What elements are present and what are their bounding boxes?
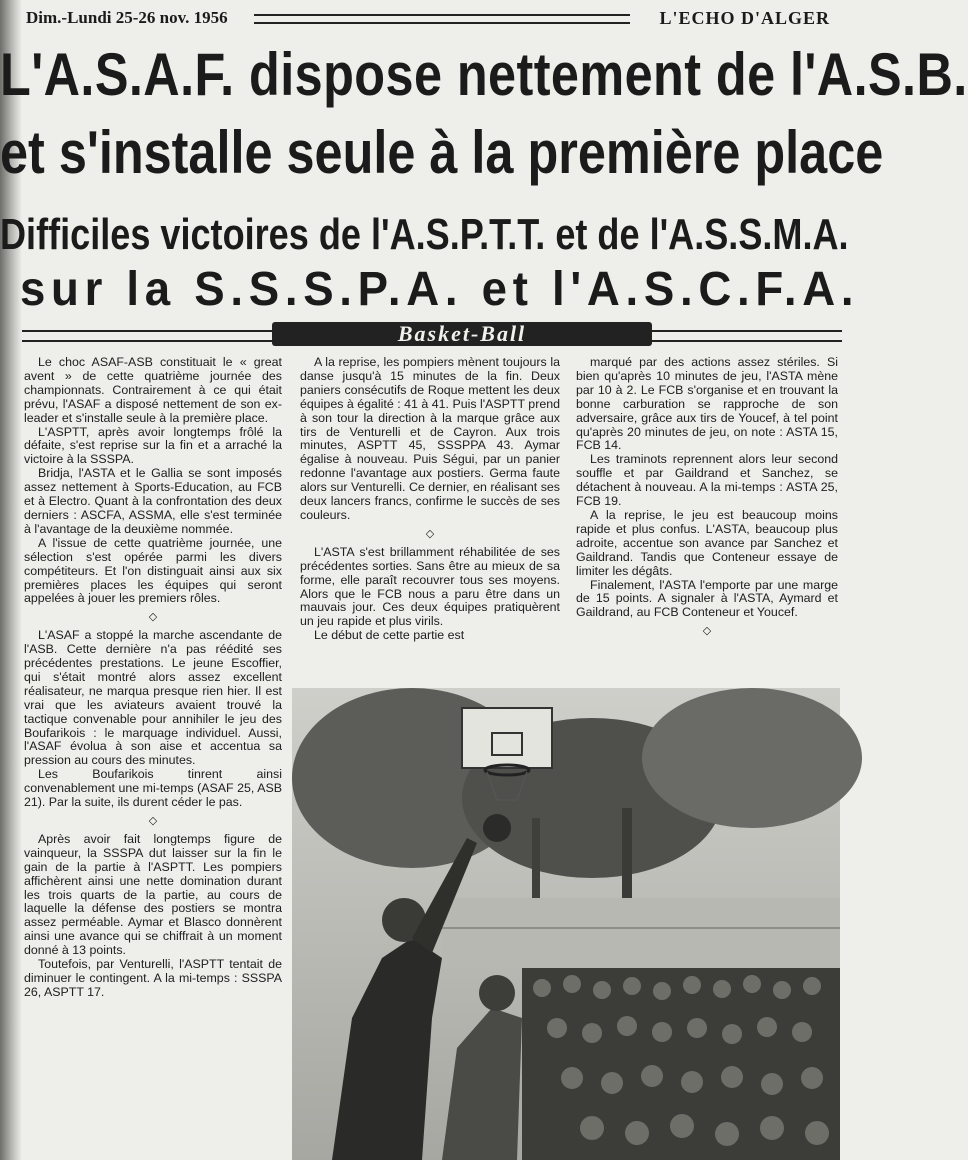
photo-illustration	[292, 688, 840, 1160]
separator-diamond-icon: ◇	[702, 625, 712, 638]
article-column-2	[300, 356, 560, 686]
article-column-3	[576, 356, 838, 686]
paragraph: A l'issue de cette quatrième journée, une sélection s'est opérée parmi les divers compétiteurs. Et l'on distinguait ainsi aux six premières places les équipes qui seront appelées à jouer les premiers rôles.	[24, 535, 282, 606]
paragraph: L'ASTA s'est brillamment réhabilitée de ses précédentes sorties. Sans être au mieux de sa forme, elle paraît recouvrer tous ses moyens. Alors que le FCB nous a paru être dans un mauvais jour. Ces deux équipes pratiquèrent un jeu rapide et plus virils.	[300, 544, 560, 629]
paragraph: Les Boufarikois tinrent ainsi convenablement une mi-temps (ASAF 25, ASB 21). Par la suite, ils durent céder le pas.	[24, 767, 282, 810]
match-photograph	[292, 688, 840, 1160]
paragraph: Les traminots reprennent alors leur second souffle et par Gaildrand et Sanchez, se détachent à nouveau. A la mi-temps : ASTA 25, FCB 19.	[576, 452, 838, 509]
masthead-rule	[254, 14, 630, 24]
headline-line-2: et s'installe seule à la première place	[0, 119, 884, 186]
paragraph: A la reprise, les pompiers mènent toujours la danse jusqu'à 15 minutes de la fin. Deux paniers consécutifs de Roque mettent les deux équipes à égalité : 41 à 41. Puis l'ASPTT prend à son tour la direction à la marque grâce aux tirs de Venturelli et de Cayron. Aux trois minutes, ASPTT 45, SSSPPA 43. Aymar égalise à nouveau. Puis Ségui, par un panier redonne l'avantage aux postiers. Germa faute alors sur Venturelli. Ce dernier, en réalisant ses deux lancers francs, confirme le succès de ses couleurs.	[300, 355, 560, 522]
section-label: Basket-Ball	[272, 322, 652, 346]
subheadline-line-1: Difficiles victoires de l'A.S.P.T.T. et de l'A.S.S.M.A.	[0, 210, 849, 259]
paragraph: A la reprise, le jeu est beaucoup moins rapide et plus confus. L'ASTA, beaucoup plus adroite, accentue son avance par Sanchez et Gaildrand. Tandis que Conteneur essaye de limiter les dégâts.	[576, 507, 838, 578]
paragraph: Après avoir fait longtemps figure de vainqueur, la SSSPA dut laisser sur la fin le gain de la partie à l'ASPTT. Les pompiers affichèrent ainsi une nette domination durant les trois quarts de la partie, au cours de laquelle la défense des postiers se montra assez perméable. Aymar et Blasco donnèrent ainsi une avance qui se chiffrait à un moment donné à 13 points.	[24, 831, 282, 958]
paragraph: Le choc ASAF-ASB constituait le « great avent » de cette quatrième journée des championnats. Contrairement à ce qui était prévu, l'ASAF a disposé nettement de son ex-leader et s'installe seule à la première place.	[24, 355, 282, 425]
issue-date: Dim.-Lundi 25-26 nov. 1956	[26, 8, 228, 27]
section-band	[22, 322, 842, 348]
paragraph: marqué par des actions assez stériles. Si bien qu'après 10 minutes de jeu, l'ASTA mène par 10 à 2. Le FCB s'organise et en trouvant la bonne carburation se rapproche de son adversaire, grâce aux tirs de Youcef, à tel point qu'après 20 minutes de jeu, on note : ASTA 15, FCB 14.	[576, 355, 838, 453]
newspaper-name: L'ECHO D'ALGER	[659, 8, 830, 28]
article-column-1	[24, 356, 282, 1156]
paragraph: L'ASPTT, après avoir longtemps frôlé la défaite, s'est reprise sur la fin et a arraché la victoire à la SSSPA.	[24, 424, 282, 467]
masthead	[22, 6, 830, 30]
paragraph: Bridja, l'ASTA et le Gallia se sont imposés assez nettement à Sports-Education, au FCB et à Electro. Quant à la confrontation des deux derniers : ASCFA, ASSMA, elle s'est terminée à l'avantage de la deuxième nommée.	[24, 466, 282, 536]
paragraph: Finalement, l'ASTA l'emporte par une marge de 15 points. A signaler à l'ASTA, Aymard et Gaildrand, au FCB Conteneur et Youcef.	[576, 577, 838, 620]
separator-diamond-icon: ◇	[148, 611, 158, 624]
headline-line-1: L'A.S.A.F. dispose nettement de l'A.S.B.	[0, 41, 968, 108]
paragraph: Le début de cette partie est	[314, 628, 465, 643]
subheadline-line-2: sur la S.S.S.P.A. et l'A.S.C.F.A.	[20, 263, 860, 316]
paragraph: L'ASAF a stoppé la marche ascendante de l'ASB. Cette dernière n'a pas réédité ses précédentes prestations. Le jeune Escoffier, qui s'était montré alors assez excellent réalisateur, ne marqua presque rien hier. Il est vrai que les aviateurs avaient trouvé la tactique convenable pour annihiler le jeu des Boufarikois : le marquage individuel. Aussi, l'ASAF évolua à son aise et accentua sa pression au cours des minutes.	[24, 628, 282, 768]
paragraph: Toutefois, par Venturelli, l'ASPTT tentait de diminuer le contingent. A la mi-temps : SSSPA 26, ASPTT 17.	[24, 957, 282, 999]
separator-diamond-icon: ◇	[148, 815, 158, 827]
separator-diamond-icon: ◇	[425, 527, 435, 540]
